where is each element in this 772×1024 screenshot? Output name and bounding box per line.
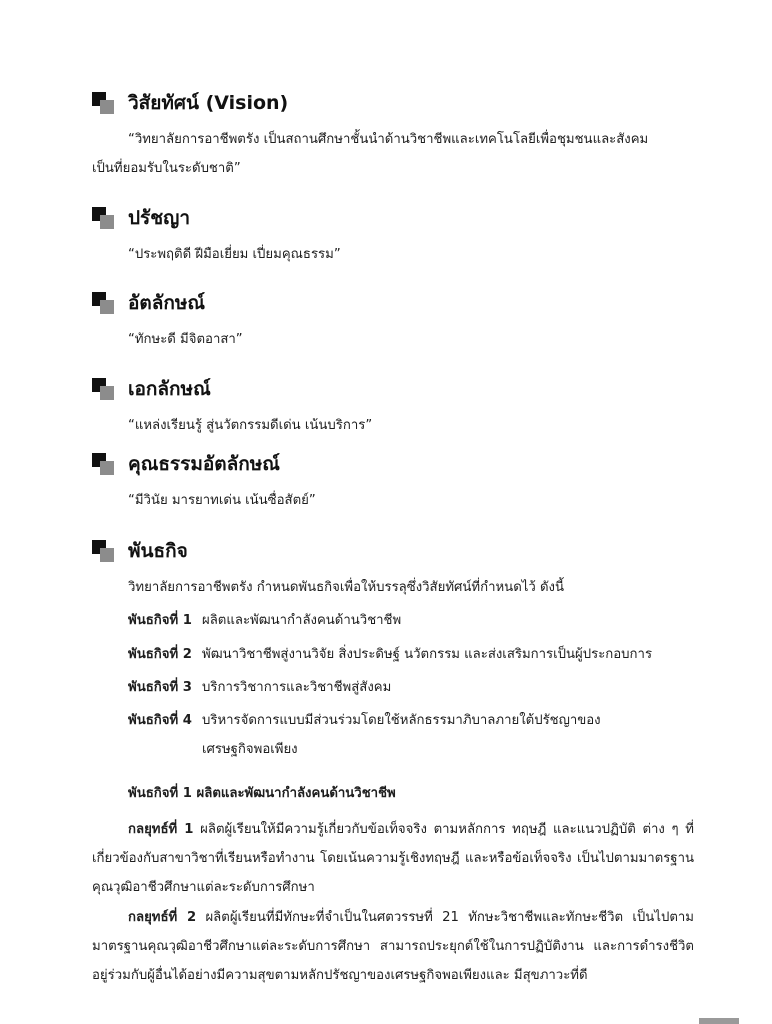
strategy-paragraph (92, 815, 694, 902)
mission-item-text: บริหารจัดการแบบมีส่วนร่วมโดยใช้หลักธรรมาภิบาลภายใต้ปรัชญาของ (202, 713, 601, 728)
mission-item-text: พัฒนาวิชาชีพสู่งานวิจัย สิ่งประดิษฐ์ นวัตกรรม และส่งเสริมการเป็นผู้ประกอบการ (202, 647, 653, 662)
square-bullet-icon (92, 378, 114, 400)
mission1-section-title: พันธกิจที่ 1 ผลิตและพัฒนากำลังคนด้านวิชาชีพ (128, 786, 396, 801)
mission-item (128, 706, 601, 735)
strategy-paragraph (92, 903, 694, 990)
strategy-text: ผลิตผู้เรียนที่มีทักษะที่จำเป็นในศตวรรษที่ 21 ทักษะวิชาชีพและทักษะชีวิต เป็นไปตามมาตรฐานคุณวุฒิอาชีวศึกษาแต่ละระดับการศึกษา สามารถประยุกต์ใช้ในการปฏิบัติงาน และการดำรงชีวิตอยู่ร่วมกับผู้อื่นได้อย่างมีความสุขตามหลักปรัชญาของเศรษฐกิจพอเพียงและ มีสุขภาวะที่ดี (92, 910, 694, 983)
square-bullet-icon (92, 292, 114, 314)
mission-item-continuation: เศรษฐกิจพอเพียง (202, 742, 298, 757)
vision-line-1: “วิทยาลัยการอาชีพตรัง เป็นสถานศึกษาชั้นนำด้านวิชาชีพและเทคโนโลยีเพื่อชุมชนและสังคม (128, 132, 649, 147)
strategy-text: ผลิตผู้เรียนให้มีความรู้เกี่ยวกับข้อเท็จจริง ตามหลักการ ทฤษฎี และแนวปฏิบัติ ต่าง ๆ ที่เกี่ยวข้องกับสาขาวิชาที่เรียนหรือทำงาน โดยเน้นความรู้เชิงทฤษฎี และหรือข้อเท็จจริง เป็นไปตามมาตรฐานคุณวุฒิอาชีวศึกษาแต่ละระดับการศึกษา (92, 822, 694, 895)
mission-item-label: พันธกิจที่ 2 (128, 647, 192, 662)
moral-identity-text: “มีวินัย มารยาทเด่น เน้นซื่อสัตย์” (128, 493, 316, 508)
identity-heading (92, 288, 205, 318)
philosophy-heading (92, 203, 190, 233)
mission-item-label: พันธกิจที่ 4 (128, 713, 192, 728)
uniqueness-heading (92, 374, 211, 404)
mission-title: พันธกิจ (128, 540, 188, 562)
mission-intro: วิทยาลัยการอาชีพตรัง กำหนดพันธกิจเพื่อให้บรรลุซึ่งวิสัยทัศน์ที่กำหนดไว้ ดังนี้ (128, 580, 565, 595)
vision-heading (92, 88, 288, 118)
square-bullet-icon (92, 92, 114, 114)
philosophy-title: ปรัชญา (128, 207, 191, 229)
square-bullet-icon (92, 453, 114, 475)
mission-item-label: พันธกิจที่ 3 (128, 680, 192, 695)
page-edge-tab (699, 1018, 739, 1024)
moral-identity-heading (92, 449, 280, 479)
vision-title: วิสัยทัศน์ (Vision) (128, 92, 289, 114)
mission-item (128, 606, 401, 635)
vision-line-2: เป็นที่ยอมรับในระดับชาติ” (92, 161, 241, 176)
mission-item (128, 673, 391, 702)
strategy-label: กลยุทธ์ที่ 2 (128, 910, 197, 925)
identity-text: “ทักษะดี มีจิตอาสา” (128, 332, 243, 347)
uniqueness-text: “แหล่งเรียนรู้ สู่นวัตกรรมดีเด่น เน้นบริการ” (128, 418, 373, 433)
mission-heading (92, 536, 188, 566)
mission-item (128, 640, 652, 669)
mission-item-text: ผลิตและพัฒนากำลังคนด้านวิชาชีพ (202, 613, 402, 628)
square-bullet-icon (92, 207, 114, 229)
strategy-label: กลยุทธ์ที่ 1 (128, 822, 194, 837)
philosophy-text: “ประพฤติดี ฝีมือเยี่ยม เปี่ยมคุณธรรม” (128, 247, 341, 262)
identity-title: อัตลักษณ์ (128, 292, 206, 314)
square-bullet-icon (92, 540, 114, 562)
mission-item-label: พันธกิจที่ 1 (128, 613, 192, 628)
mission-item-text: บริการวิชาการและวิชาชีพสู่สังคม (202, 680, 392, 695)
uniqueness-title: เอกลักษณ์ (128, 378, 211, 400)
moral-identity-title: คุณธรรมอัตลักษณ์ (128, 453, 280, 475)
